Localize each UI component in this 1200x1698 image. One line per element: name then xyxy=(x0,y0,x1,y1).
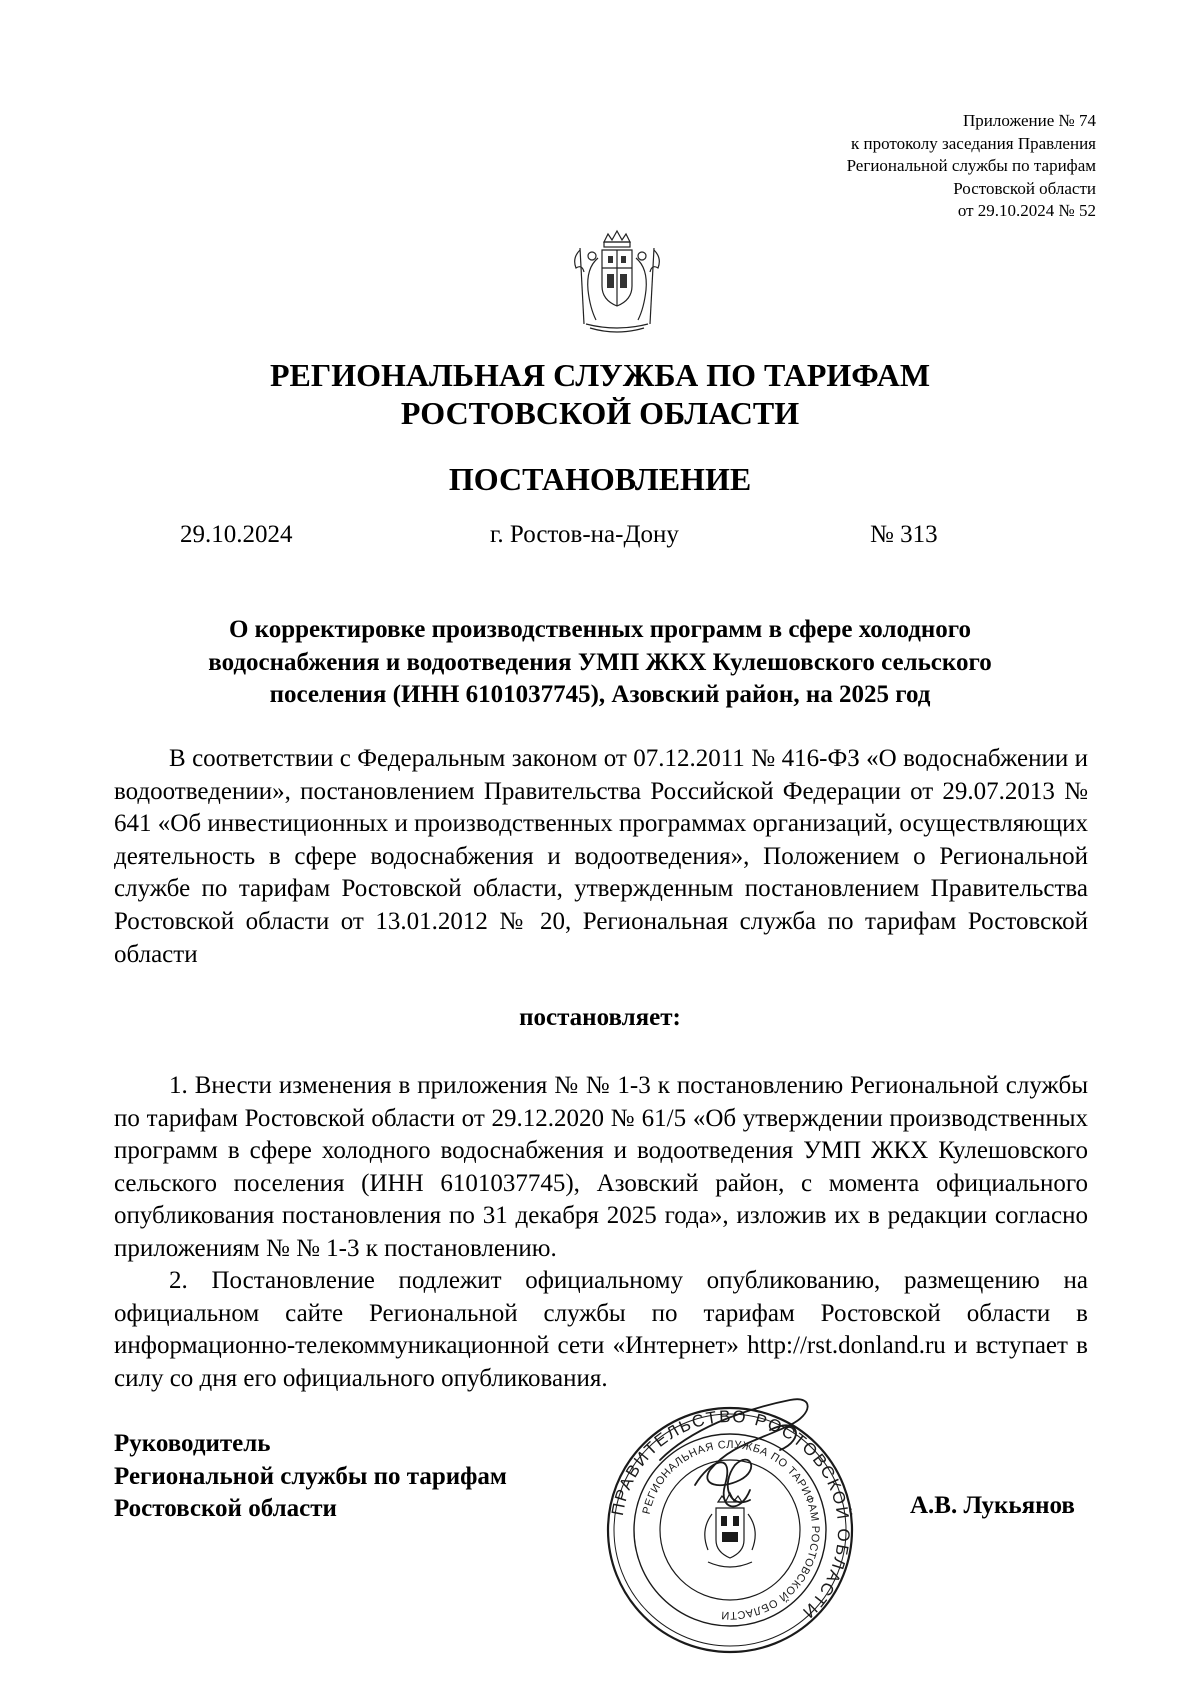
decree-word: постановляет: xyxy=(519,1004,681,1031)
item-1-paragraph: 1. Внести изменения в приложения № № 1-3 к постановлению Региональной службы по тарифам Ростовской области от 29.12.2020 № 61/5 «Об утверждении производственных программ в сфере холодного водоснабжения и водоотведения УМП ЖКХ Кулешовского сельского поселения (ИНН 6101037745), Азовский район, с момента официального опубликования постановления по 31 декабря 2025 года», изложив их в редакции согласно приложениям № № 1-3 к постановлению. xyxy=(114,1072,1088,1262)
signatory-title-line: Руководитель xyxy=(114,1430,271,1457)
signatory-title xyxy=(114,1428,507,1526)
document-date: 29.10.2024 xyxy=(180,521,293,548)
signatory-title-line: Ростовской области xyxy=(114,1495,337,1522)
document-number: № 313 xyxy=(870,521,938,548)
organization-name-line: РОСТОВСКОЙ ОБЛАСТИ xyxy=(400,395,800,431)
document-subject xyxy=(120,614,1080,712)
annex-line: от 29.10.2024 № 52 xyxy=(957,201,1096,220)
official-seal-icon xyxy=(600,1390,860,1660)
coat-of-arms-icon xyxy=(566,228,668,336)
subject-line: поселения (ИНН 6101037745), Азовский район, на 2025 год xyxy=(269,681,931,708)
organization-name xyxy=(120,356,1080,432)
signatory-name: А.В. Лукьянов xyxy=(910,1492,1075,1519)
annex-block xyxy=(847,110,1096,223)
document-type: ПОСТАНОВЛЕНИЕ xyxy=(448,461,752,497)
svg-text:РЕГИОНАЛЬНАЯ СЛУЖБА ПО ТАРИФАМ xyxy=(641,1439,821,1621)
seal-inner-text: РЕГИОНАЛЬНАЯ СЛУЖБА ПО ТАРИФАМ РОСТОВСКОЙ ОБЛАСТИ xyxy=(640,1438,822,1622)
item-2-paragraph: 2. Постановление подлежит официальному опубликованию, размещению на официальном сайте Региональной службы по тарифам Ростовской области в информационно-телекоммуникационной сети «Интернет» http://rst.donland.ru и вступает в силу со дня его официального опубликования. xyxy=(114,1267,1088,1392)
subject-line: О корректировке производственных программ в сфере холодного xyxy=(228,616,972,643)
document-city: г. Ростов-на-Дону xyxy=(490,521,679,548)
signatory-title-line: Региональной службы по тарифам xyxy=(114,1462,507,1490)
seal-outer-text: ПРАВИТЕЛЬСТВО РОСТОВСКОЙ ОБЛАСТИ xyxy=(607,1406,854,1623)
annex-line: Региональной службы по тарифам xyxy=(846,156,1096,175)
preamble-paragraph: В соответствии с Федеральным законом от 07.12.2011 № 416-ФЗ «О водоснабжении и водоотведении», постановлением Правительства Российской Федерации от 29.07.2013 № 641 «Об инвестиционных и производственных программах организаций, осуществляющих деятельность в сфере водоснабжения и водоотведения», Положением о Региональной службе по тарифам Ростовской области, утвержденным постановлением Правительства Ростовской области от 13.01.2012 № 20, Региональная служба по тарифам Ростовской области xyxy=(114,745,1088,968)
subject-line: водоснабжения и водоотведения УМП ЖКХ Кулешовского сельского xyxy=(208,648,992,676)
annex-line: Ростовской области xyxy=(953,178,1096,198)
annex-line: к протоколу заседания Правления xyxy=(851,133,1096,153)
organization-name-line: РЕГИОНАЛЬНАЯ СЛУЖБА ПО ТАРИФАМ xyxy=(269,357,931,393)
annex-line: Приложение № 74 xyxy=(963,111,1096,130)
